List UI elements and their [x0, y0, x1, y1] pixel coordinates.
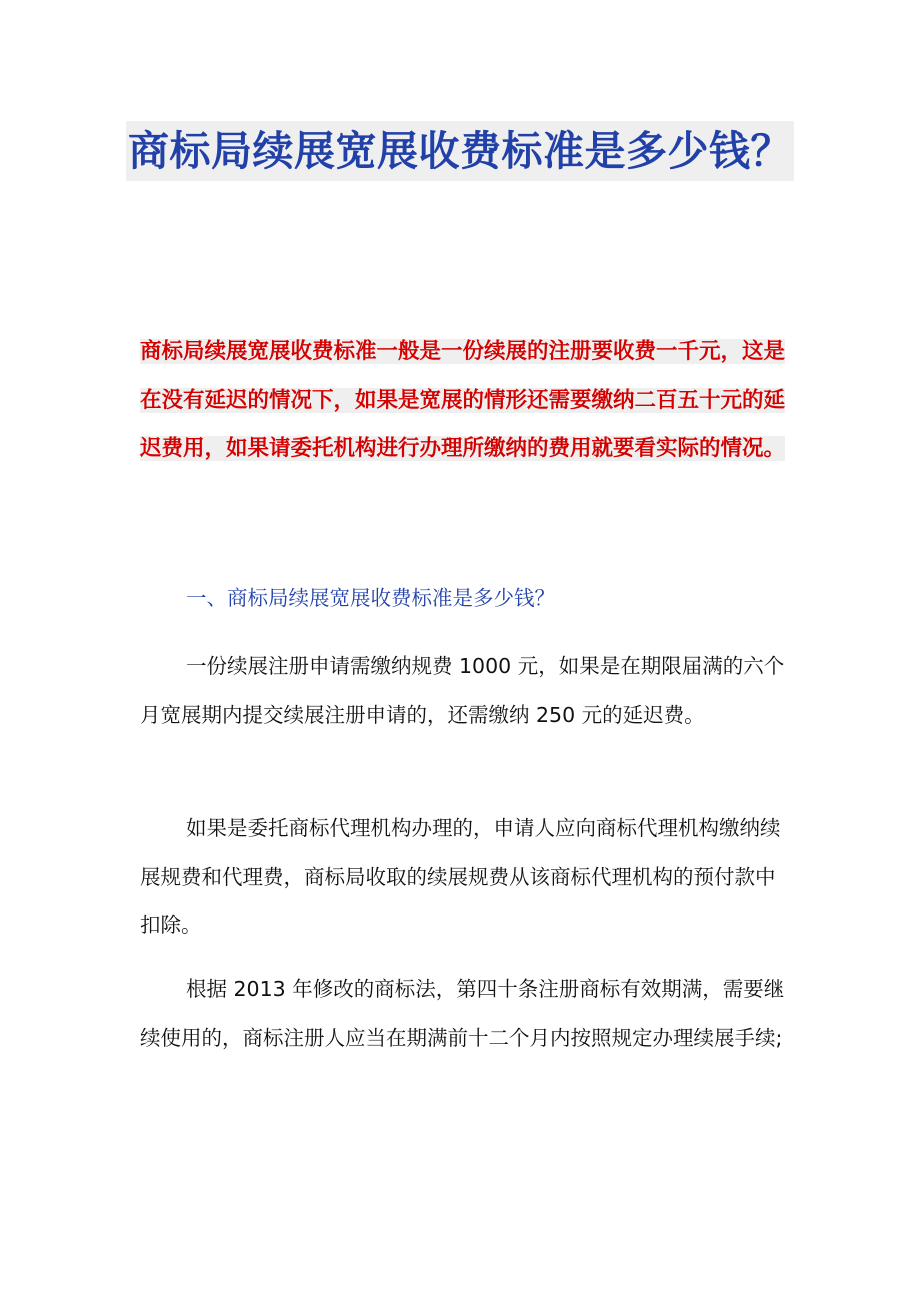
- title-container: [0, 114, 920, 188]
- summary-paragraph: [140, 328, 785, 474]
- summary-text: 商标局续展宽展收费标准一般是一份续展的注册要收费一千元，这是在没有延迟的情况下，如果是宽展的情形还需要缴纳二百五十元的延迟费用，如果请委托机构进行办理所缴纳的费用就要看实际的情况。: [140, 339, 786, 461]
- body-paragraph-3: 根据 2013 年修改的商标法，第四十条注册商标有效期满，需要继续使用的，商标注册人应当在期满前十二个月内按照规定办理续展手续;: [140, 977, 785, 1050]
- section-heading: 一、商标局续展宽展收费标准是多少钱？: [186, 586, 555, 610]
- body-paragraph-1: 一份续展注册申请需缴纳规费 1000 元，如果是在期限届满的六个月宽展期内提交续展注册申请的，还需缴纳 250 元的延迟费。: [140, 654, 785, 727]
- page-title: 商标局续展宽展收费标准是多少钱？: [126, 121, 794, 181]
- body-paragraph-2: 如果是委托商标代理机构办理的，申请人应向商标代理机构缴纳续展规费和代理费，商标局收取的续展规费从该商标代理机构的预付款中扣除。: [140, 816, 781, 937]
